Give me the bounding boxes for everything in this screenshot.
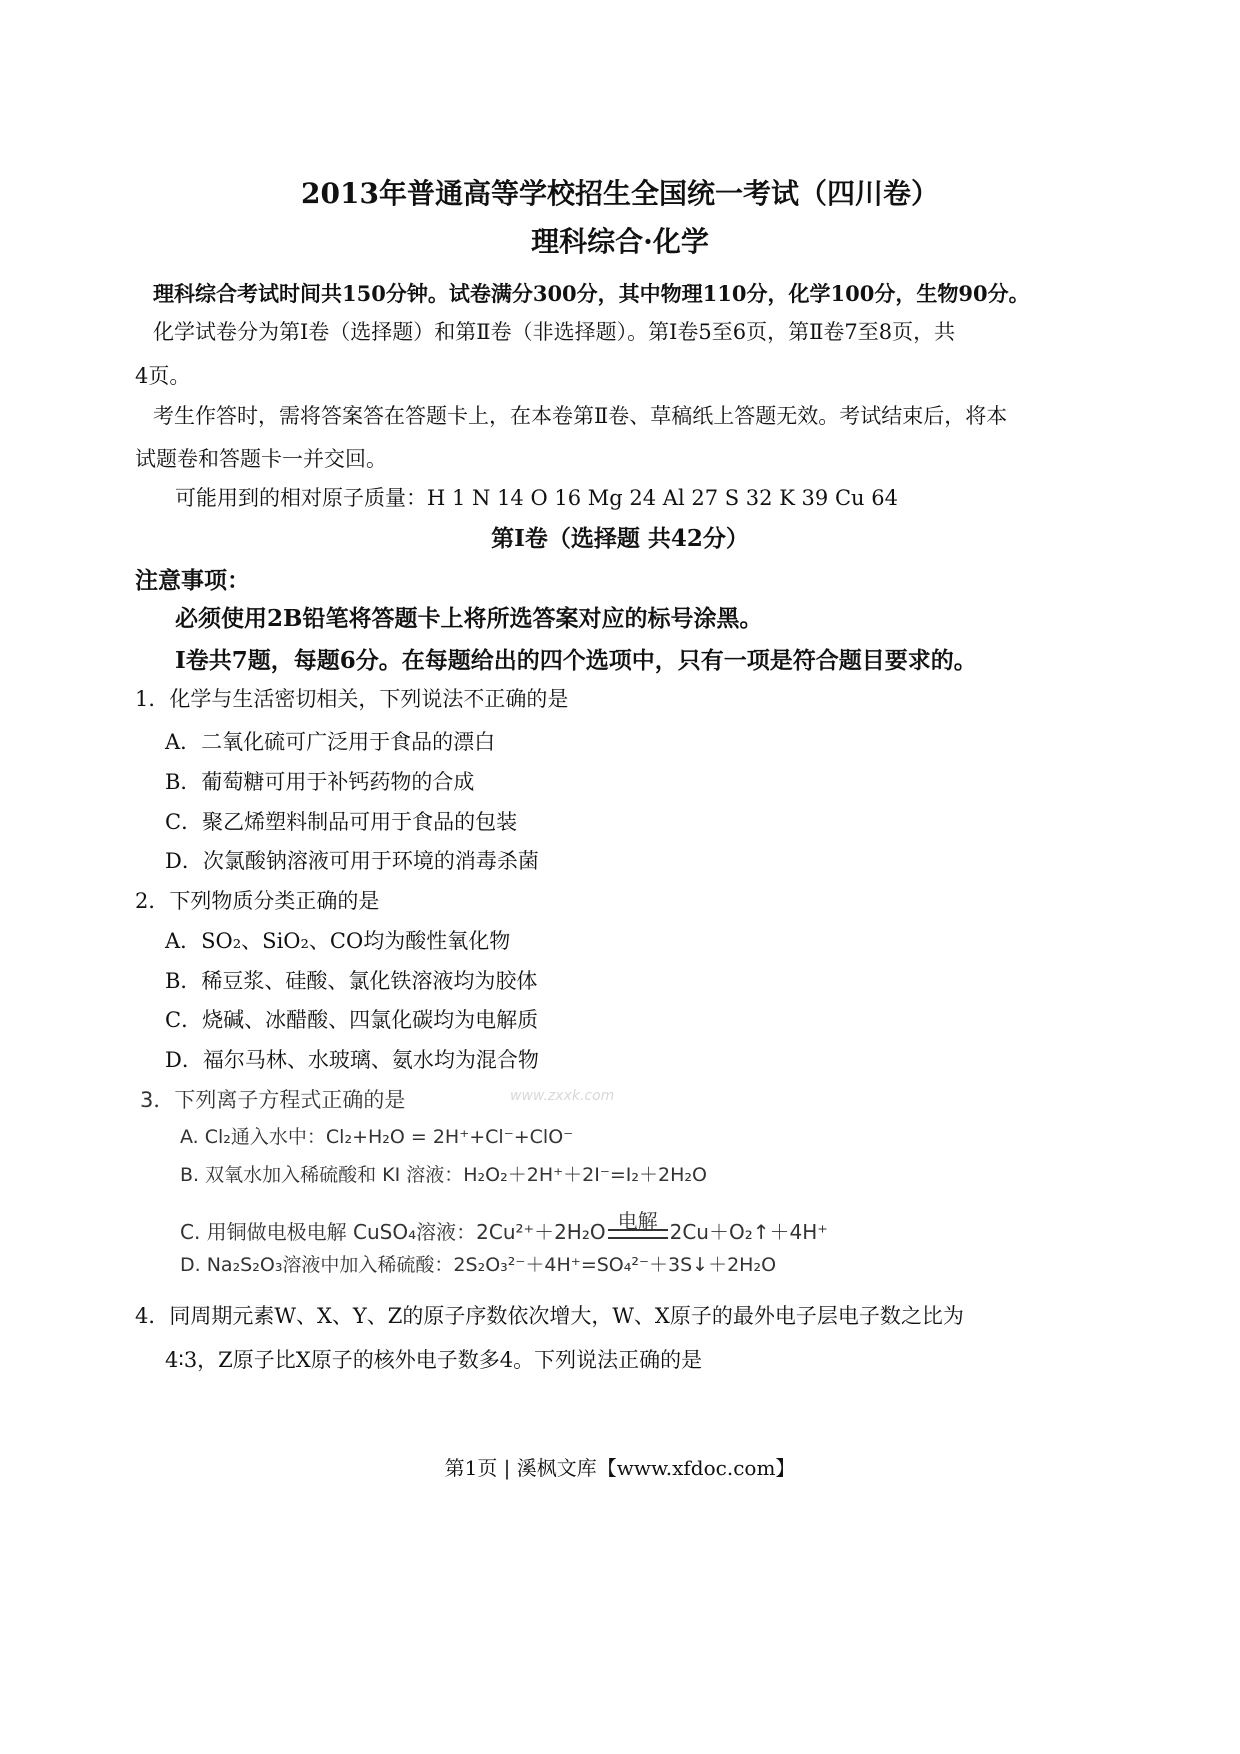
- electrolysis-label: 电解: [617, 1208, 658, 1233]
- question-2-stem: 2．下列物质分类正确的是: [135, 889, 380, 913]
- section-heading: 第Ⅰ卷（选择题 共42分）: [491, 525, 749, 552]
- question-3-option-c-left: C. 用铜做电极电解 CuSO₄溶液：2Cu²⁺＋2H₂O: [180, 1220, 606, 1244]
- question-3-option-a: A. Cl₂通入水中：Cl₂+H₂O = 2H⁺+Cl⁻+ClO⁻: [180, 1126, 574, 1148]
- exam-subtitle: 理科综合·化学: [531, 225, 709, 258]
- question-3-option-c-right: 2Cu＋O₂↑＋4H⁺: [669, 1220, 828, 1244]
- question-1-option-b: B．葡萄糖可用于补钙药物的合成: [165, 770, 475, 794]
- question-3-option-b: B. 双氧水加入稀硫酸和 KI 溶液：H₂O₂＋2H⁺＋2I⁻=I₂＋2H₂O: [180, 1164, 707, 1186]
- question-3-stem: 3．下列离子方程式正确的是: [140, 1088, 406, 1112]
- exam-title: 2013年普通高等学校招生全国统一考试（四川卷）: [301, 177, 939, 210]
- question-1-option-a: A．二氧化硫可广泛用于食品的漂白: [165, 730, 496, 754]
- question-2-option-a: A．SO₂、SiO₂、CO均为酸性氧化物: [165, 929, 511, 953]
- page-footer: 第1页 | 溪枫文库【www.xfdoc.com】: [444, 1456, 796, 1480]
- question-4-stem-cont: 4∶3，Z原子比X原子的核外电子数多4。下列说法正确的是: [165, 1348, 703, 1372]
- question-4-stem: 4．同周期元素W、X、Y、Z的原子序数依次增大，W、X原子的最外电子层电子数之比为: [135, 1304, 964, 1328]
- notice-label: 注意事项：: [135, 567, 250, 594]
- question-3-option-c: [180, 1208, 828, 1245]
- question-1-stem: 1．化学与生活密切相关，下列说法不正确的是: [135, 687, 569, 711]
- intro-paper-structure: 化学试卷分为第Ⅰ卷（选择题）和第Ⅱ卷（非选择题）。第Ⅰ卷5至6页，第Ⅱ卷7至8页，共: [153, 320, 956, 344]
- notice-pencil: 必须使用2B铅笔将答题卡上将所选答案对应的标号涂黑。: [175, 605, 763, 632]
- intro-answer-rule: 考生作答时，需将答案答在答题卡上，在本卷第Ⅱ卷、草稿纸上答题无效。考试结束后，将本: [153, 404, 1008, 428]
- question-1-option-d: D．次氯酸钠溶液可用于环境的消毒杀菌: [165, 849, 539, 873]
- atomic-masses: 可能用到的相对原子质量：H 1 N 14 O 16 Mg 24 Al 27 S 32 K 39 Cu 64: [175, 486, 898, 510]
- question-2-option-d: D．福尔马林、水玻璃、氨水均为混合物: [165, 1048, 539, 1072]
- electrolysis-equals-sign: [608, 1208, 668, 1239]
- question-2-option-b: B．稀豆浆、硅酸、氯化铁溶液均为胶体: [165, 969, 538, 993]
- intro-answer-rule-cont: 试题卷和答题卡一并交回。: [135, 447, 387, 471]
- intro-exam-time: 理科综合考试时间共150分钟。试卷满分300分，其中物理110分，化学100分，生物90分。: [153, 281, 1030, 306]
- question-3-option-d: D. Na₂S₂O₃溶液中加入稀硫酸：2S₂O₃²⁻＋4H⁺=SO₄²⁻＋3S↓＋2H₂O: [180, 1254, 777, 1276]
- question-1-option-c: C．聚乙烯塑料制品可用于食品的包装: [165, 810, 518, 834]
- question-2-option-c: C．烧碱、冰醋酸、四氯化碳均为电解质: [165, 1008, 539, 1032]
- watermark-text: www.zxxk.com: [510, 1088, 615, 1104]
- intro-paper-structure-cont: 4页。: [135, 364, 191, 388]
- notice-scoring: Ⅰ卷共7题，每题6分。在每题给出的四个选项中，只有一项是符合题目要求的。: [175, 647, 977, 674]
